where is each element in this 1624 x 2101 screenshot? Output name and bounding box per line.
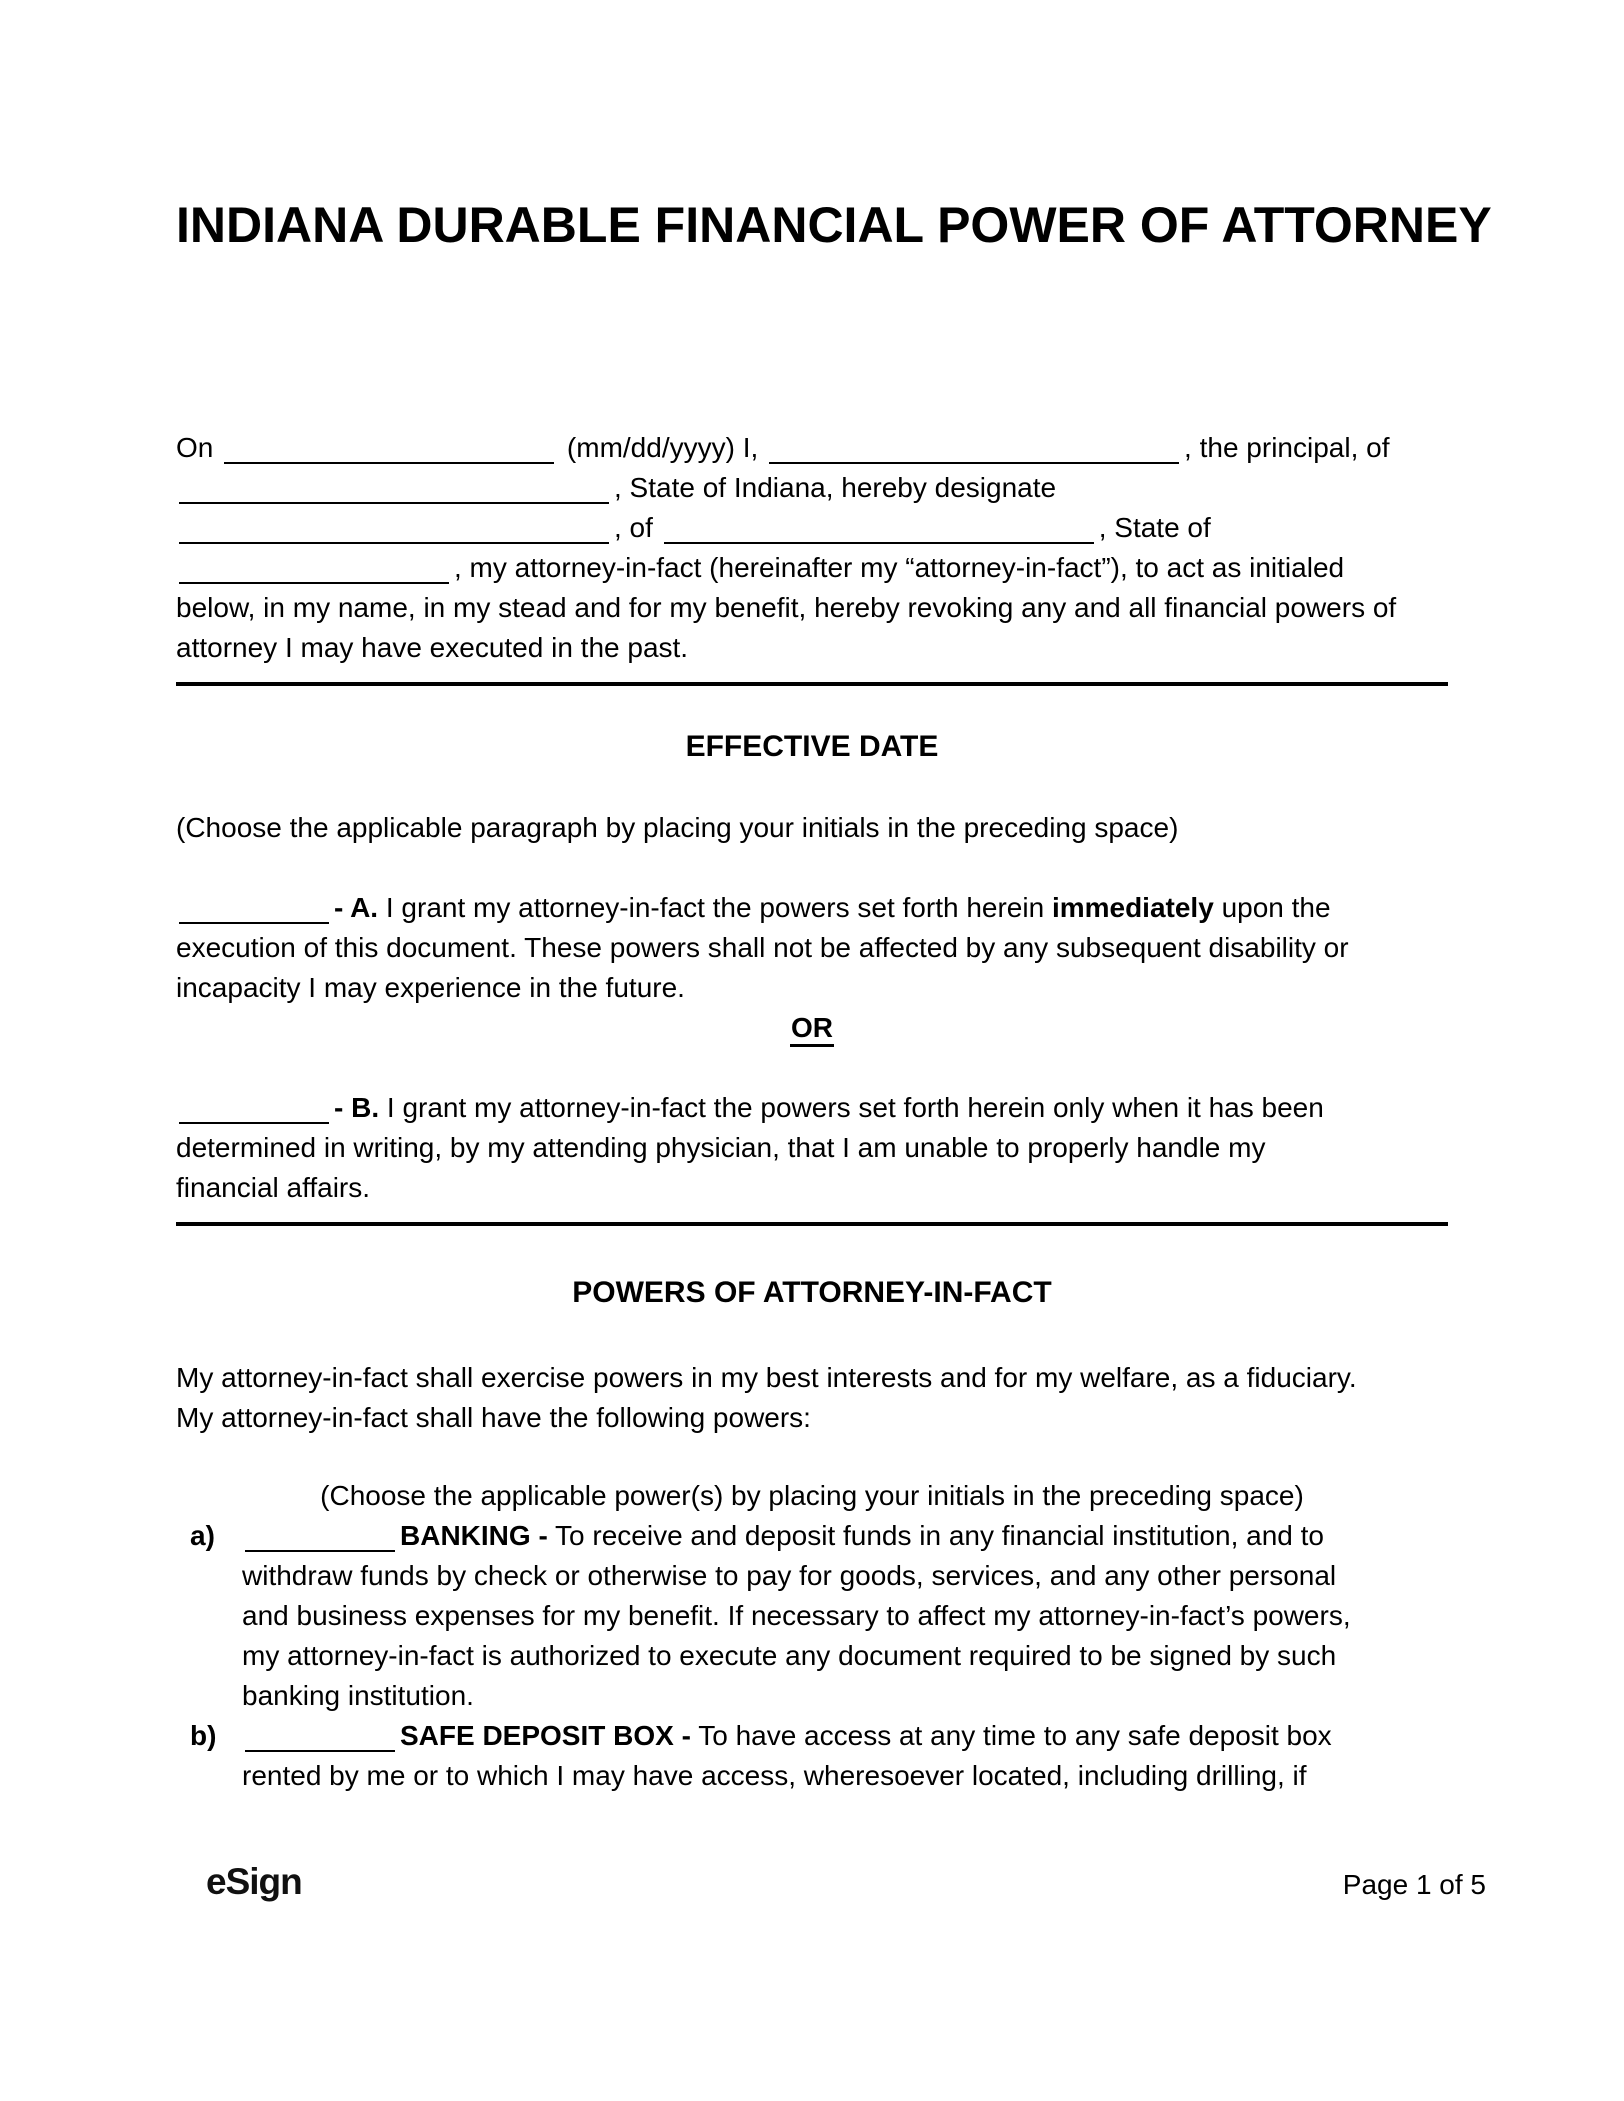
banking-line-1 (242, 1516, 1448, 1556)
option-a-label: - A. (334, 892, 379, 923)
intro-line-4 (176, 548, 1448, 588)
effective-date-heading: EFFECTIVE DATE (685, 730, 939, 763)
banking-line-5: banking institution. (242, 1680, 474, 1711)
intro-line-6: attorney I may have executed in the past. (176, 632, 689, 663)
section-divider (176, 682, 1448, 686)
option-a-initials-blank[interactable] (179, 922, 329, 924)
safe-deposit-initials-blank[interactable] (245, 1750, 395, 1752)
banking-line-3: and business expenses for my benefit. If necessary to affect my attorney-in-fact’s powers, (242, 1600, 1351, 1631)
powers-intro (176, 1358, 1448, 1438)
principal-city-blank[interactable] (179, 502, 609, 504)
option-a-bold-immediately: immediately (1051, 892, 1214, 923)
powers-intro-line-2: My attorney-in-fact shall have the following powers: (176, 1402, 811, 1433)
power-item-content (242, 1716, 1448, 1796)
intro-text: , my attorney-in-fact (hereinafter my “attorney-in-fact”), to act as initialed (454, 552, 1345, 583)
esign-logo: eSign (206, 1861, 302, 1902)
or-separator (176, 1008, 1448, 1048)
intro-text: , of (614, 512, 661, 543)
power-item-marker: b) (190, 1720, 217, 1751)
safe-deposit-text: To have access at any time to any safe deposit box (690, 1720, 1332, 1751)
intro-paragraph (176, 428, 1448, 668)
safe-deposit-line-2: rented by me or to which I may have access, wheresoever located, including drilling, if (242, 1760, 1307, 1791)
powers-heading: POWERS OF ATTORNEY-IN-FACT (572, 1276, 1052, 1309)
date-blank[interactable] (224, 462, 554, 464)
page-number: Page 1 of 5 (1342, 1869, 1486, 1900)
section-divider (176, 1222, 1448, 1226)
power-item-safe-deposit-box (176, 1716, 1448, 1796)
intro-line-1 (176, 428, 1448, 468)
intro-text: , the principal, of (1184, 432, 1390, 463)
option-a-paragraph (176, 888, 1448, 1008)
power-item-banking (176, 1516, 1448, 1716)
banking-text: To receive and deposit funds in any financial institution, and to (547, 1520, 1324, 1551)
principal-name-blank[interactable] (769, 462, 1179, 464)
option-b-line-3: financial affairs. (176, 1172, 371, 1203)
option-a-line-3: incapacity I may experience in the future. (176, 972, 685, 1003)
power-item-content (242, 1516, 1448, 1716)
footer (206, 1862, 1486, 1905)
banking-line-4: my attorney-in-fact is authorized to execute any document required to be signed by such (242, 1640, 1337, 1671)
option-a-text: upon the (1213, 892, 1331, 923)
banking-label: BANKING - (400, 1520, 548, 1551)
intro-text: On (176, 432, 222, 463)
safe-deposit-line-1 (242, 1716, 1448, 1756)
powers-instruction: (Choose the applicable power(s) by placing your initials in the preceding space) (320, 1480, 1304, 1511)
intro-text: (mm/dd/yyyy) I, (559, 432, 767, 463)
power-item-marker: a) (190, 1520, 215, 1551)
powers-intro-line-1: My attorney-in-fact shall exercise powers in my best interests and for my welfare, as a fiduciary. (176, 1362, 1357, 1393)
intro-text: , State of Indiana, hereby designate (614, 472, 1057, 503)
intro-line-3 (176, 508, 1448, 548)
option-b-text: I grant my attorney-in-fact the powers set forth herein only when it has been (379, 1092, 1324, 1123)
document-title: INDIANA DURABLE FINANCIAL POWER OF ATTORNEY (176, 197, 1492, 253)
intro-line-2 (176, 468, 1448, 508)
safe-deposit-label: SAFE DEPOSIT BOX - (400, 1720, 691, 1751)
or-text: OR (790, 1012, 834, 1047)
intro-line-5: below, in my name, in my stead and for my benefit, hereby revoking any and all financial powers of (176, 592, 1397, 623)
option-a-line-2: execution of this document. These powers shall not be affected by any subsequent disability or (176, 932, 1349, 963)
option-b-line-1 (176, 1088, 1448, 1128)
option-a-line-1 (176, 888, 1448, 928)
agent-name-blank[interactable] (179, 542, 609, 544)
agent-state-blank[interactable] (179, 582, 449, 584)
option-b-label: - B. (334, 1092, 380, 1123)
option-b-line-2: determined in writing, by my attending physician, that I am unable to properly handle my (176, 1132, 1266, 1163)
intro-text: , State of (1098, 512, 1211, 543)
banking-line-2: withdraw funds by check or otherwise to pay for goods, services, and any other personal (242, 1560, 1337, 1591)
agent-city-blank[interactable] (664, 542, 1094, 544)
option-b-initials-blank[interactable] (179, 1122, 329, 1124)
option-b-paragraph (176, 1088, 1448, 1208)
option-a-text: I grant my attorney-in-fact the powers set forth herein (378, 892, 1052, 923)
effective-date-instruction: (Choose the applicable paragraph by placing your initials in the preceding space) (176, 812, 1179, 843)
banking-initials-blank[interactable] (245, 1550, 395, 1552)
